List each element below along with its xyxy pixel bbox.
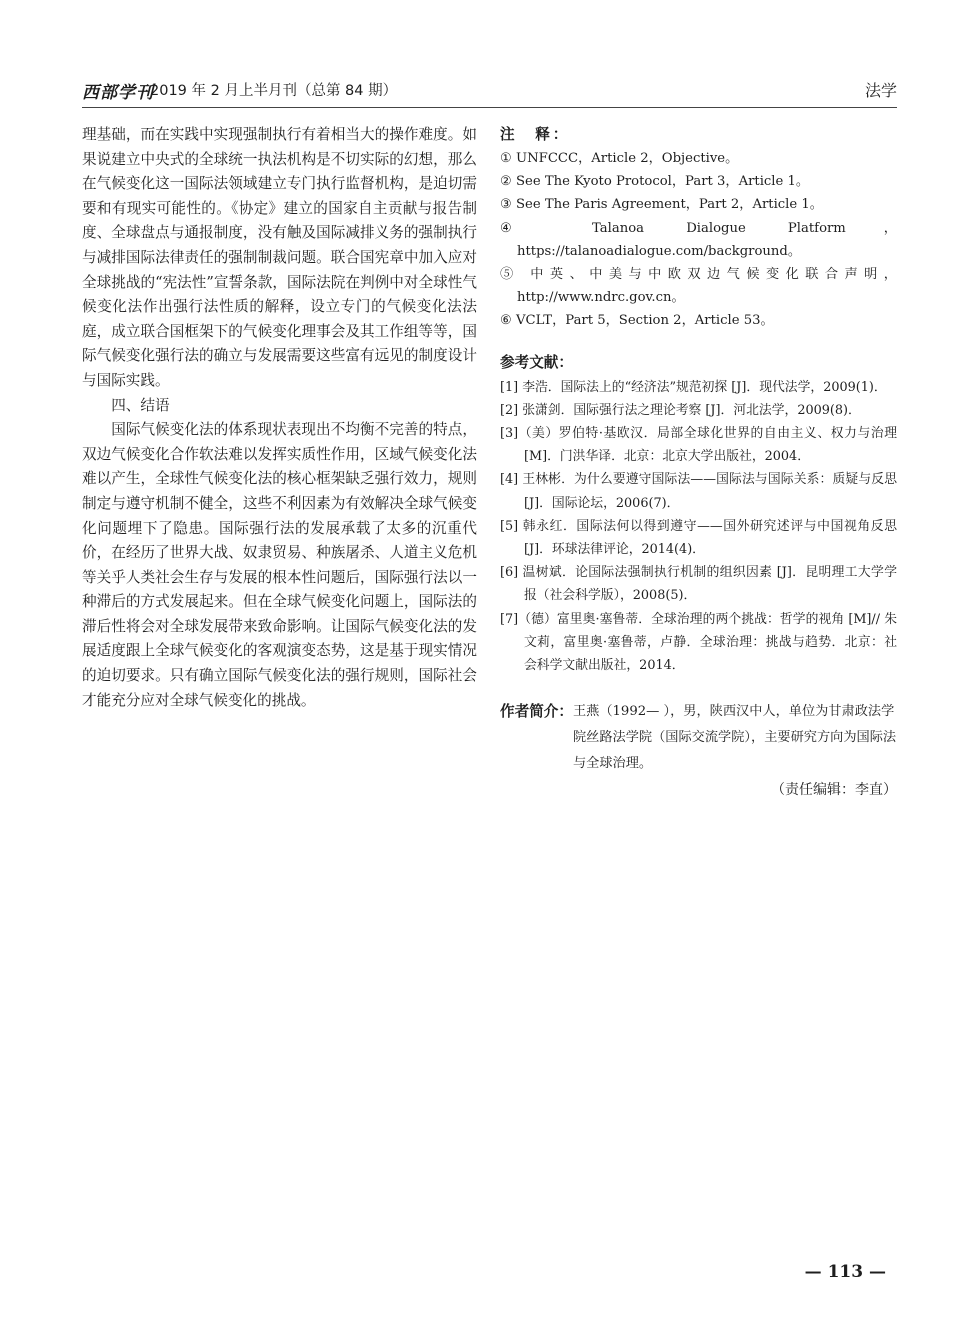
notes-references-column (500, 123, 897, 799)
author-text: 王燕（1992— ），男，陕西汉中人，单位为甘肃政法学院丝路法学院（国际交流学院），主要研究方向为国际法与全球治理。 (572, 704, 897, 772)
note-item: ⑤ 中英、中美与中欧双边气候变化联合声明，http://www.ndrc.gov.cn。 (500, 267, 897, 306)
note-item: ④ Talanoa Dialogue Platform，https://talanoadialogue.com/background。 (500, 220, 897, 259)
reference-item: [4] 王林彬．为什么要遵守国际法——国际法与国际关系：质疑与反思 [J]．国际论坛，2006(7)． (500, 472, 897, 511)
page-number: — 113 — (804, 1262, 886, 1282)
page-header (82, 78, 897, 103)
note-item: ① UNFCCC，Article 2，Objective。 (500, 151, 739, 166)
reference-item: [7]（德）富里奥·塞鲁蒂．全球治理的两个挑战：哲学的视角 [M]// 朱文莉，富里奥·塞鲁蒂，卢静．全球治理：挑战与趋势．北京：社会科学文献出版社，2014． (500, 611, 897, 674)
references-title: 参考文献： (500, 353, 573, 371)
author-bio (500, 699, 897, 777)
conclusion-heading: 四、结语 (111, 396, 170, 414)
body-paragraph: 国际气候变化法的体系现状表现出不均衡不完善的特点，双边气候变化合作软法难以发挥实质性作用，区域气候变化法难以产生，全球性气候变化法的核心框架缺乏强行效力，规则制定与遵守机制不健全，这些不利因素为有效解决全球气候变化问题埋下了隐患。国际强行法的发展承载了太多的沉重代价，在经历了世界大战、奴隶贸易、种族屠杀、人道主义危机等关乎人类社会生存与发展的根本性问题后，国际强行法以一种滞后的方式发展起来。但在全球气候变化问题上，国际法的滞后性将会对全球发展带来致命影响。让国际气候变化法的发展适度跟上全球气候变化的客观演变态势，这是基于现实情况的迫切要求。只有确立国际气候变化法的强行规则，国际社会才能充分应对全球气候变化的挑战。 (82, 421, 477, 709)
reference-item: [1] 李浩．国际法上的“经济法”规范初探 [J]．现代法学，2009(1)． (500, 379, 887, 395)
reference-item: [5] 韩永红．国际法何以得到遵守——国外研究述评与中国视角反思 [J]．环球法律评论，2014(4)． (500, 518, 897, 558)
main-text-column (82, 123, 477, 713)
journal-logo: 西部学刊 (82, 83, 154, 103)
issue-info: 2019 年 2 月上半月刊（总第 84 期） (150, 83, 398, 99)
reference-item: [6] 温树斌．论国际法强制执行机制的组织因素 [J]．昆明理工大学学报（社会科学版），2008(5)． (500, 565, 897, 604)
body-paragraph: 理基础，而在实践中实现强制执行有着相当大的操作难度。如果说建立中央式的全球统一执法机构是不切实际的幻想，那么在气候变化这一国际法领域建立专门执行监督机构，是迫切需要和有现实可能性的。《协定》建立的国家自主贡献与报告制度、全球盘点与通报制度，没有触及国际减排义务的强制执行与减排国际法律责任的强制制裁问题。联合国宪章中加入应对全球挑战的“宪法性”宣誓条款，国际法院在判例中对全球性气候变化法作出强行法性质的解释，设立专门的气候变化法法庭，成立联合国框架下的气候变化理事会及其工作组等等，国际气候变化强行法的确立与发展需要这些富有远见的制度设计与国际实践。 (82, 126, 477, 389)
section-name: 法学 (864, 81, 897, 100)
editor-note: （责任编辑：李直） (771, 782, 897, 799)
header-rule (82, 107, 897, 108)
reference-item: [2] 张潇剑．国际强行法之理论考察 [J]．河北法学，2009(8)． (500, 402, 861, 418)
note-item: ⑥ VCLT，Part 5，Section 2，Article 53。 (500, 313, 774, 329)
note-item: ② See The Kyoto Protocol，Part 3，Article 1。 (500, 174, 810, 190)
reference-item: [3]（美）罗伯特·基欧汉．局部全球化世界的自由主义、权力与治理 [M]．门洪华译．北京：北京大学出版社，2004． (500, 426, 897, 465)
note-item: ③ See The Paris Agreement，Part 2，Article 1。 (500, 197, 823, 213)
notes-title: 注 释： (500, 126, 571, 143)
author-label: 作者简介： (500, 703, 573, 721)
